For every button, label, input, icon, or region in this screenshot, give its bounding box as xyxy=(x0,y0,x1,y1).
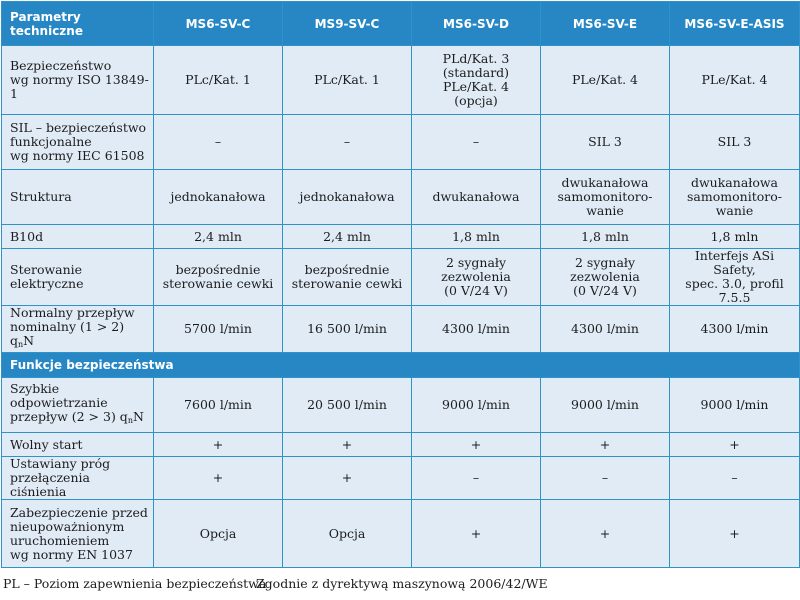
technical-parameters-table xyxy=(1,1,800,568)
table-cell: + xyxy=(154,457,283,500)
table-cell: + xyxy=(154,433,283,457)
row-label: Sterowanie elektryczne xyxy=(2,249,154,306)
row-label xyxy=(2,306,154,353)
row-label-subscript: n xyxy=(127,416,133,425)
table-row xyxy=(2,249,800,306)
table-cell: PLd/Kat. 3 (standard) PLe/Kat. 4 (opcja) xyxy=(412,46,541,115)
table-cell: bezpośrednie sterowanie cewki xyxy=(154,249,283,306)
table-cell: + xyxy=(670,500,800,568)
table-cell: PLc/Kat. 1 xyxy=(154,46,283,115)
table-cell: + xyxy=(670,433,800,457)
row-label: Wolny start xyxy=(2,433,154,457)
table-cell: + xyxy=(412,500,541,568)
table-header-row xyxy=(2,2,800,46)
row-label-suffix: N xyxy=(23,333,35,348)
table-cell: 9000 l/min xyxy=(412,378,541,433)
table-cell: – xyxy=(541,457,670,500)
table-cell: dwukanałowa samomonitoro- wanie xyxy=(670,170,800,225)
table-cell: – xyxy=(283,115,412,170)
table-cell: jednokanałowa xyxy=(283,170,412,225)
table-cell: PLe/Kat. 4 xyxy=(670,46,800,115)
table-cell: + xyxy=(541,500,670,568)
row-label: Bezpieczeństwo wg normy ISO 13849-1 xyxy=(2,46,154,115)
table-cell: 20 500 l/min xyxy=(283,378,412,433)
table-cell: 4300 l/min xyxy=(670,306,800,353)
header-cell-model: MS6-SV-C xyxy=(154,2,283,46)
table-cell: 2,4 mln xyxy=(283,225,412,249)
table-cell: 1,8 mln xyxy=(541,225,670,249)
table-cell: – xyxy=(412,115,541,170)
footnote-pl-definition: PL – Poziom zapewnienia bezpieczeństwa xyxy=(3,576,267,591)
table-cell: – xyxy=(670,457,800,500)
table-row xyxy=(2,500,800,568)
header-cell-model: MS6-SV-E xyxy=(541,2,670,46)
table-cell: 9000 l/min xyxy=(541,378,670,433)
row-label: SIL – bezpieczeństwo funkcjonalne wg normy IEC 61508 xyxy=(2,115,154,170)
table-cell: PLc/Kat. 1 xyxy=(283,46,412,115)
table-cell: 4300 l/min xyxy=(412,306,541,353)
table-cell: 1,8 mln xyxy=(412,225,541,249)
table-row xyxy=(2,46,800,115)
table-cell: 16 500 l/min xyxy=(283,306,412,353)
header-cell-model: MS6-SV-D xyxy=(412,2,541,46)
header-cell-model: MS6-SV-E-ASIS xyxy=(670,2,800,46)
section-header-row xyxy=(2,353,800,378)
section-title: Funkcje bezpieczeństwa xyxy=(2,353,800,378)
table-cell: dwukanałowa samomonitoro- wanie xyxy=(541,170,670,225)
row-label-text: Normalny przepływ nominalny (1 > 2) q xyxy=(10,305,135,348)
table-cell: 9000 l/min xyxy=(670,378,800,433)
table-cell: – xyxy=(154,115,283,170)
table-cell: – xyxy=(412,457,541,500)
table-cell: SIL 3 xyxy=(541,115,670,170)
row-label: Struktura xyxy=(2,170,154,225)
table-cell: + xyxy=(412,433,541,457)
header-cell-parameters: Parametry techniczne xyxy=(2,2,154,46)
row-label-subscript: n xyxy=(18,340,24,349)
row-label: B10d xyxy=(2,225,154,249)
table-cell: Opcja xyxy=(283,500,412,568)
table-row xyxy=(2,457,800,500)
table-row xyxy=(2,378,800,433)
table-cell: bezpośrednie sterowanie cewki xyxy=(283,249,412,306)
table-cell: 2 sygnały zezwolenia (0 V/24 V) xyxy=(541,249,670,306)
table-cell: PLe/Kat. 4 xyxy=(541,46,670,115)
table-row xyxy=(2,225,800,249)
row-label: Ustawiany próg przełączenia ciśnienia xyxy=(2,457,154,500)
table-cell: 1,8 mln xyxy=(670,225,800,249)
table-row xyxy=(2,115,800,170)
table-cell: + xyxy=(283,457,412,500)
table-cell: 5700 l/min xyxy=(154,306,283,353)
table-row xyxy=(2,306,800,353)
row-label-suffix: N xyxy=(132,409,144,424)
table-row xyxy=(2,170,800,225)
footnote-directive: Zgodnie z dyrektywą maszynową 2006/42/WE xyxy=(256,576,548,591)
header-cell-model: MS9-SV-C xyxy=(283,2,412,46)
table-cell: jednokanałowa xyxy=(154,170,283,225)
table-cell: + xyxy=(283,433,412,457)
table-cell: Opcja xyxy=(154,500,283,568)
table-cell: SIL 3 xyxy=(670,115,800,170)
table-cell: 2,4 mln xyxy=(154,225,283,249)
row-label-text: Szybkie odpowietrzanie przepływ (2 > 3) q xyxy=(10,381,128,424)
table-cell: 7600 l/min xyxy=(154,378,283,433)
table-cell: + xyxy=(541,433,670,457)
row-label: Zabezpieczenie przed nieupoważnionym uruchomieniem wg normy EN 1037 xyxy=(2,500,154,568)
table-row xyxy=(2,433,800,457)
table-cell: 4300 l/min xyxy=(541,306,670,353)
table-cell: dwukanałowa xyxy=(412,170,541,225)
table-cell: 2 sygnały zezwolenia (0 V/24 V) xyxy=(412,249,541,306)
row-label xyxy=(2,378,154,433)
table-cell: Interfejs ASi Safety, spec. 3.0, profil 7.5.5 xyxy=(670,249,800,306)
